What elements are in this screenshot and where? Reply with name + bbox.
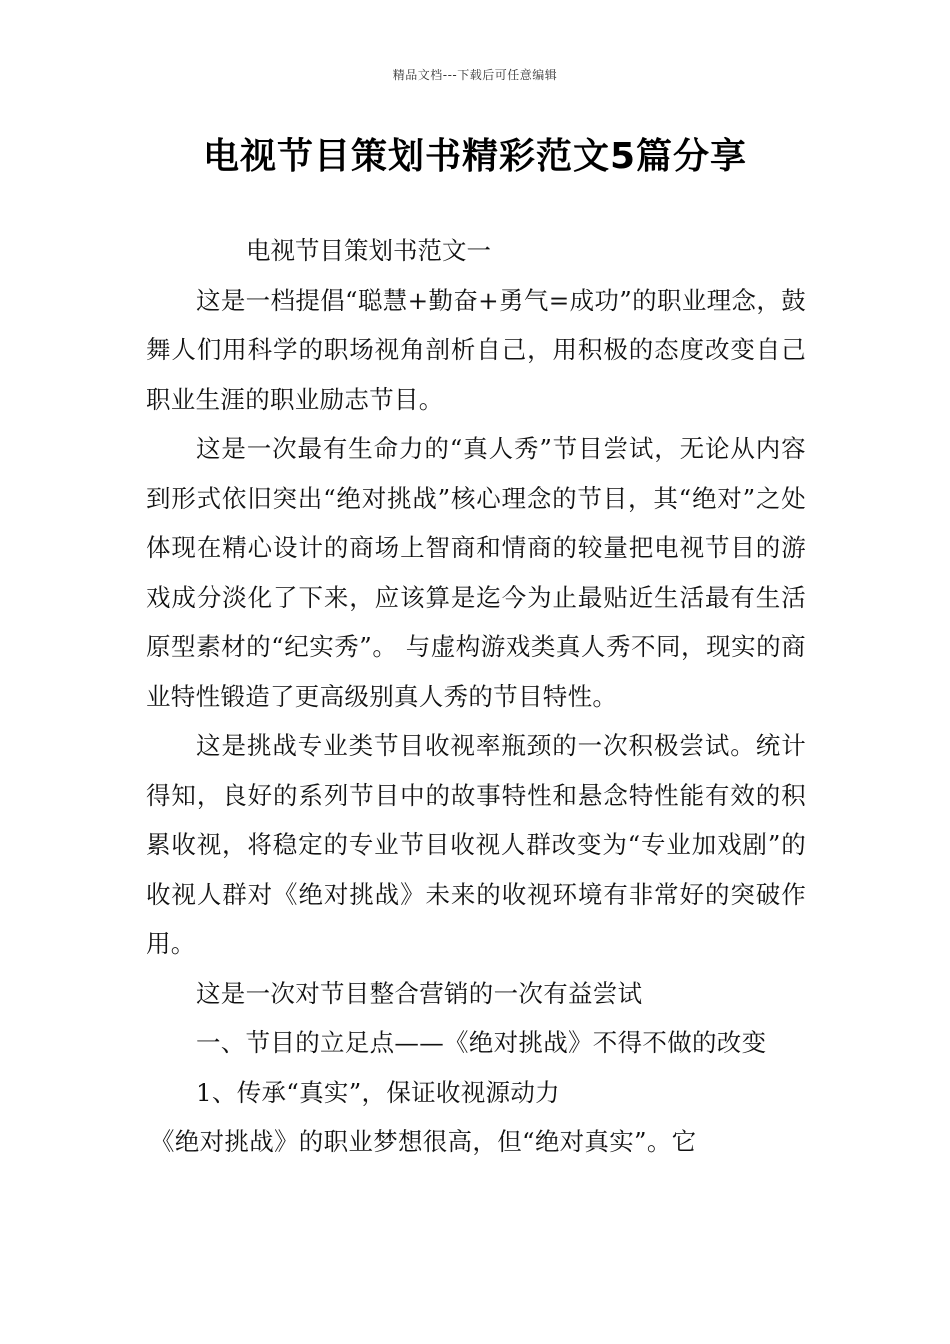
subheading-1-1: 1、传承“真实”，保证收视源动力	[196, 1077, 560, 1107]
subheading-1: 一、节目的立足点——《绝对挑战》不得不做的改变	[196, 1028, 767, 1057]
section-heading: 电视节目策划书范文一	[246, 236, 491, 265]
document-title: 电视节目策划书精彩范文5篇分享	[202, 136, 748, 177]
paragraph-1: 这是一档提倡“聪慧+勤奋+勇气=成功”的职业理念，鼓舞人们用科学的职场视角剖析自己，用积极的态度改变自己职业生涯的职业励志节目。	[146, 285, 806, 414]
document-body	[146, 226, 806, 1167]
paragraph-2: 这是一次最有生命力的“真人秀”节目尝试，无论从内容到形式依旧突出“绝对挑战”核心理念的节目，其“绝对”之处体现在精心设计的商场上智商和情商的较量把电视节目的游戏成分淡化了下来，应该算是迄今为止最贴近生活最有生活原型素材的“纪实秀”。 与虚构游戏类真人秀不同，现实的商业特性锻造了更高级别真人秀的节目特性。	[146, 434, 806, 711]
paragraph-last: 《绝对挑战》的职业梦想很高，但“绝对真实”。它	[150, 1127, 697, 1156]
paragraph-4: 这是一次对节目整合营销的一次有益尝试	[196, 978, 643, 1008]
paragraph-3: 这是挑战专业类节目收视率瓶颈的一次积极尝试。统计得知，良好的系列节目中的故事特性和悬念特性能有效的积累收视，将稳定的专业节目收视人群改变为“专业加戏剧”的收视人群对《绝对挑战》未来的收视环境有非常好的突破作用。	[146, 731, 806, 958]
header-note: 精品文档---下载后可任意编辑	[392, 68, 558, 82]
